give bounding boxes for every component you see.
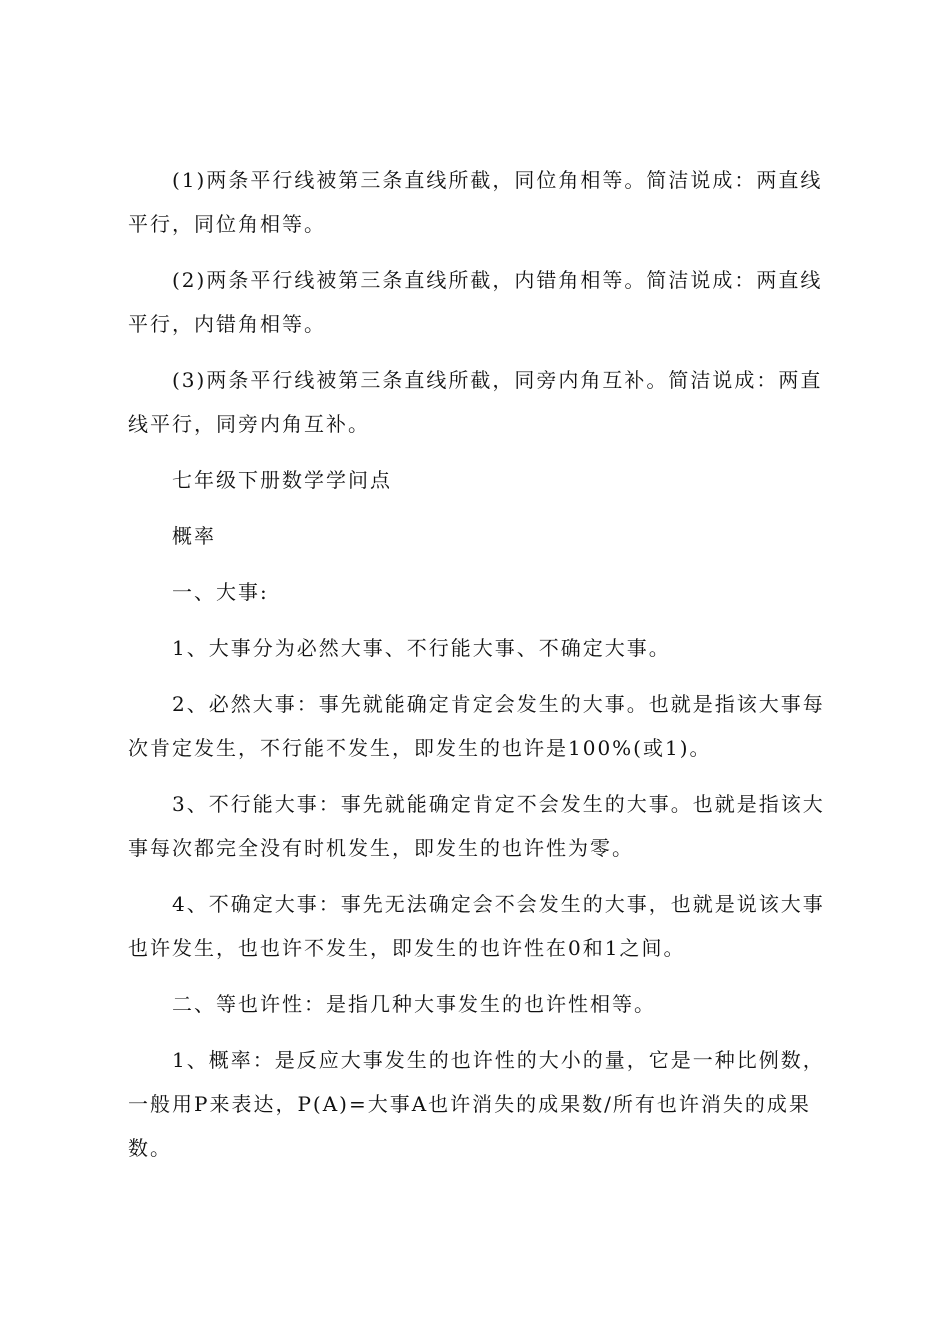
section-heading: 七年级下册数学学问点 — [172, 468, 392, 492]
paragraph-5: 2、必然大事：事先就能确定肯定会发生的大事。也就是指该大事每次肯定发生，不行能不发生，即发生的也许是100%(或1)。 — [128, 692, 825, 760]
subsection-heading-2: 二、等也许性：是指几种大事发生的也许性相等。 — [172, 992, 656, 1016]
document-body — [128, 158, 830, 1182]
paragraph-8: 1、概率：是反应大事发生的也许性的大小的量，它是一种比例数，一般用P来表达，P(A)=大事A也许消失的成果数/所有也许消失的成果数。 — [128, 1048, 825, 1160]
paragraph-7: 4、不确定大事：事先无法确定会不会发生的大事，也就是说该大事也许发生，也也许不发生，即发生的也许性在0和1之间。 — [128, 892, 825, 960]
paragraph-2: (2)两条平行线被第三条直线所截，内错角相等。简洁说成：两直线平行，内错角相等。 — [128, 268, 823, 336]
paragraph-4: 1、大事分为必然大事、不行能大事、不确定大事。 — [172, 636, 671, 660]
topic-title: 概率 — [172, 524, 216, 548]
paragraph-6: 3、不行能大事：事先就能确定肯定不会发生的大事。也就是指该大事每次都完全没有时机发生，即发生的也许性为零。 — [128, 792, 825, 860]
subsection-heading-1: 一、大事: — [172, 580, 269, 604]
paragraph-1: (1)两条平行线被第三条直线所截，同位角相等。简洁说成：两直线平行，同位角相等。 — [128, 168, 823, 236]
paragraph-3: (3)两条平行线被第三条直线所截，同旁内角互补。简洁说成：两直线平行，同旁内角互补。 — [128, 368, 823, 436]
